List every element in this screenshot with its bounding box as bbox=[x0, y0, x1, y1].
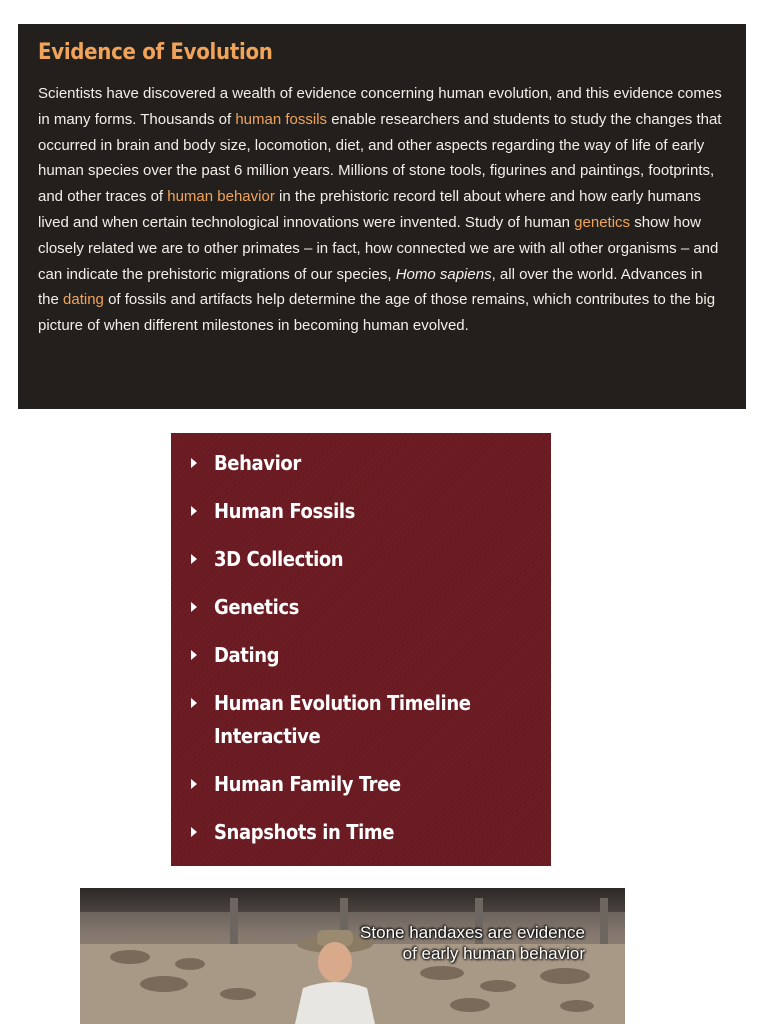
evidence-title: Evidence of Evolution bbox=[38, 40, 273, 65]
menu-item-label: Human Evolution Timeline Interactive bbox=[214, 691, 471, 748]
evidence-text-1: Scientists have discovered a wealth of evidence concerning human evolution, and this evidence comes in many forms. Thousands of bbox=[38, 85, 722, 128]
menu-item-timeline-interactive[interactable] bbox=[171, 687, 551, 753]
menu-item-label: Human Fossils bbox=[214, 499, 355, 523]
menu-item-label: Human Family Tree bbox=[214, 772, 401, 796]
menu-item-label: Behavior bbox=[214, 451, 301, 475]
stone bbox=[480, 980, 516, 992]
menu-item-label: Genetics bbox=[214, 595, 299, 619]
caret-right-icon bbox=[191, 779, 197, 789]
species-name: Homo sapiens bbox=[395, 265, 492, 283]
stone bbox=[175, 958, 205, 970]
human-fossils-link[interactable]: human fossils bbox=[235, 110, 328, 128]
menu-item-dating[interactable] bbox=[171, 639, 551, 672]
stone bbox=[540, 968, 590, 984]
menu-item-3d-collection[interactable] bbox=[171, 543, 551, 576]
stone bbox=[420, 966, 464, 980]
handaxe-video[interactable] bbox=[80, 888, 625, 1024]
menu-item-label: 3D Collection bbox=[214, 547, 344, 571]
evidence-paragraph bbox=[38, 81, 726, 339]
evidence-text-4: show how closely related we are to other primates – in fact, how connected we are with all other organisms – and can indicate the prehistoric migrations of our species, bbox=[38, 213, 719, 283]
stone bbox=[140, 976, 188, 992]
menu-item-human-fossils[interactable] bbox=[171, 495, 551, 528]
shelter-post bbox=[230, 898, 238, 948]
topic-menu-list bbox=[171, 447, 551, 849]
caret-right-icon bbox=[191, 458, 197, 468]
stone bbox=[220, 988, 256, 1000]
stone bbox=[450, 998, 490, 1012]
stone bbox=[110, 950, 150, 964]
caret-right-icon bbox=[191, 827, 197, 837]
caret-right-icon bbox=[191, 554, 197, 564]
caret-right-icon bbox=[191, 506, 197, 516]
evidence-section bbox=[18, 24, 746, 409]
caret-right-icon bbox=[191, 602, 197, 612]
menu-item-label: Snapshots in Time bbox=[214, 820, 395, 844]
evidence-text-5: , all over the world. Advances in the bbox=[38, 265, 703, 309]
caret-right-icon bbox=[191, 698, 197, 708]
shelter-post bbox=[600, 898, 608, 948]
evidence-text-2: enable researchers and students to study the changes that occurred in brain and body size, locomotion, diet, and other aspects regarding the way of life of early human species over the past 6 million years. Millions of stone tools, figurines and paintings, footprints, and other traces of bbox=[38, 110, 722, 206]
evidence-text-6: of fossils and artifacts help determine the age of those remains, which contributes to the big picture of when different milestones in becoming human evolved. bbox=[38, 291, 716, 335]
menu-item-snapshots[interactable] bbox=[171, 816, 551, 849]
stone bbox=[560, 1000, 594, 1012]
menu-item-label: Dating bbox=[214, 643, 280, 667]
menu-item-family-tree[interactable] bbox=[171, 768, 551, 801]
evidence-text-3: in the prehistoric record tell about where and how early humans lived and when certain technological innovations were invented. Study of human bbox=[38, 188, 701, 231]
caret-right-icon bbox=[191, 650, 197, 660]
caption-line-2: of early human behavior bbox=[402, 944, 585, 963]
shelter-canopy bbox=[80, 888, 625, 912]
menu-item-genetics[interactable] bbox=[171, 591, 551, 624]
dating-link[interactable]: dating bbox=[63, 291, 104, 309]
menu-item-behavior[interactable] bbox=[171, 447, 551, 480]
human-behavior-link[interactable]: human behavior bbox=[167, 188, 275, 206]
video-caption bbox=[360, 922, 585, 964]
caption-line-1: Stone handaxes are evidence bbox=[360, 923, 585, 942]
topic-menu bbox=[171, 433, 551, 866]
genetics-link[interactable]: genetics bbox=[574, 213, 631, 231]
